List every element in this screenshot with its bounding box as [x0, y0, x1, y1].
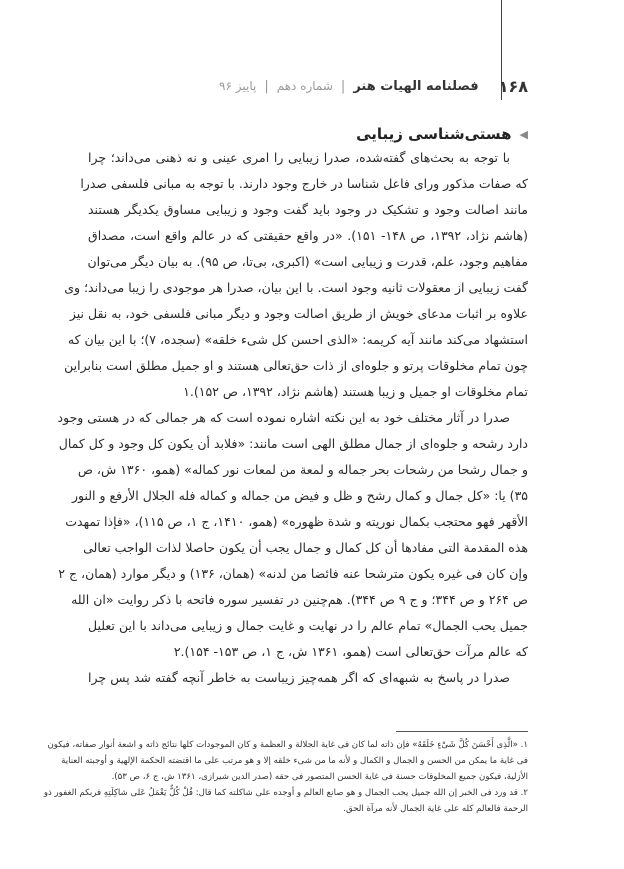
text-line: تمام مخلوقات او جمیل و زیبا هستند (هاشم نژاد، ۱۳۹۲، ص ۱۵۲).۱ — [183, 384, 528, 399]
footnote-divider — [396, 731, 528, 732]
journal-title: فصلنامه الهیات هنر — [353, 78, 479, 94]
footnote-line: ۱. «الَّذِی أَحْسَنَ کُلَّ شَیْءٍ خَلَقَهُ» فإن ذاته لما کان فی غایة الجلالة و العظمة و کان الموجودات کلها نتائج ذاته و اشعة أنوار صفاته، فیکون — [47, 740, 528, 750]
text-line: (هاشم نژاد، ۱۳۹۲، ص ۱۴۸- ۱۵۱). «در واقع حقیقتی که در عالم واقع است، مصداق — [88, 228, 529, 243]
text-line: که عالم مرآت حق‌تعالی است (همو، ۱۳۶۱ ش، ج ۱، ص ۱۵۳- ۱۵۴).۲ — [173, 644, 528, 659]
text-line: ۳۵) یا: «کل جمال و کمال رشح و ظل و فیض من جماله و کماله فله الجلال الأرفع و النور — [71, 488, 528, 503]
text-line: الأقهر فهو محتجب بکمال نوریته و شدة ظهوره» (همو، ۱۴۱۰، ج ۱، ص ۱۱۵)، «فإذا تمهدت — [65, 514, 528, 529]
text-line: جمیل یحب الجمال» تمام عالم را در نهایت و غایت جمال و زیبایی می‌داند با این تعلیل — [88, 618, 528, 633]
text-line: چون تمام مخلوقات پرتو و جلوه‌ای از ذات حق‌تعالی هستند و او جمیل مطلق است بنابراین — [64, 358, 528, 373]
page-number: ۱۶۸ — [498, 76, 528, 96]
issue-label: شماره دهم — [276, 79, 333, 93]
text-line: علاوه بر اثبات مدعای خویش از طریق اصالت وجود و دیگر مبانی فلسفی خود، به نقل نیز — [69, 306, 528, 321]
footnotes — [43, 737, 528, 817]
text-line: صدرا در آثار مختلف خود به این نکته اشاره نموده است که هر جمالی که در هستی وجود — [57, 410, 510, 425]
text-line: مانند اصالت وجود و تشکیک در وجود باید گفت وجود و زیبایی مساوق یکدیگر هستند — [88, 202, 528, 217]
footnote-line: فی غایة ما یمکن من الحسن و الجمال و الکمال و لأنه ما من شیء خلقه إلا و هو مرتب علی ما اقتضته الحکمة الإلهیة و أوجبته العنایة — [61, 756, 528, 766]
text-line: وإن کان فی غیره یکون مترشحا عنه فائضا من لدنه» (همان، ۱۳۶) و دیگر موارد (همان، ج ۲ — [58, 566, 528, 581]
footnote-line: الرحمة فالعالم کله علی غایة الجمال لأنه مرآة الحق. — [343, 804, 528, 814]
text-line: با توجه به بحث‌های گفته‌شده، صدرا زیبایی را امری عینی و نه ذهنی می‌داند؛ چرا — [88, 150, 510, 165]
body-text — [57, 145, 529, 691]
text-line: که صفات مذکور ورای فاعل شناسا در خارج وجود دارند. با توجه به مبانی فلسفی صدرا — [80, 176, 528, 191]
header-separator: | — [340, 78, 346, 94]
season-label: پاییز ۹۶ — [219, 79, 257, 93]
text-line: گفت زیبایی از معقولات ثانیه وجود است. با این بیان، صدرا هر موجودی را زیبا می‌داند؛ وی — [64, 280, 528, 295]
text-line: دارد رشحه و جلوه‌ای از جمال مطلق الهی است مانند: «فلابد أن یکون کل وجود و کل کمال — [58, 436, 528, 451]
text-line: مفاهیم وجود، علم، قدرت و زیبایی است» (اکبری، بی‌تا، ص ۹۵). به بیان دیگر می‌توان — [87, 254, 528, 269]
text-line: استشهاد می‌کند مانند آیه کریمه: «الذی احسن کل شیء خلقه» (سجده، ۷)؛ با این بیان که — [67, 332, 528, 347]
text-line: ص ۲۶۴ و ص ۳۴۴؛ و ج ۹ ص ۳۴۴). هم‌چنین در تفسیر سوره فاتحه با ذکر روایت «ان الله — [71, 592, 528, 607]
triangle-icon: ◀ — [519, 127, 528, 141]
section-title: هستی‌شناسی زیبایی — [356, 125, 512, 143]
footnote-line: ۲. قد ورد فی الخبر إن الله جمیل یحب الجمال و هو صانع العالم و أوجده علی شاکلته کما قال: قُلْ کُلٌّ یَعْمَلُ عَلی شاکِلَتِهِ فربکم الغفور ذو — [43, 788, 528, 798]
footnote-line: الأزلیة، فیکون جمیع المخلوقات حسنة فی غایة الحسن المتصور فی حقه (صدر الدین شیرازی، ۱۳۶۱ ش، ج ۶، ص ۵۳). — [111, 772, 528, 782]
running-header — [219, 76, 528, 96]
text-line: و جمال رشحا من رشحات بحر جماله و لمعة من لمعات نور کماله» (همو، ۱۳۶۰ ش، ص — [77, 462, 528, 477]
text-line: صدرا در پاسخ به شبهه‌ای که اگر همه‌چیز زیباست به خاطر آنچه گفته شد پس چرا — [88, 670, 510, 685]
text-line: هذه المقدمة التی مفادها أن کل کمال و جمال یجب أن یکون حاصلا لذات الواجب تعالی — [83, 540, 528, 555]
section-heading — [88, 125, 528, 143]
header-separator: | — [264, 78, 269, 94]
